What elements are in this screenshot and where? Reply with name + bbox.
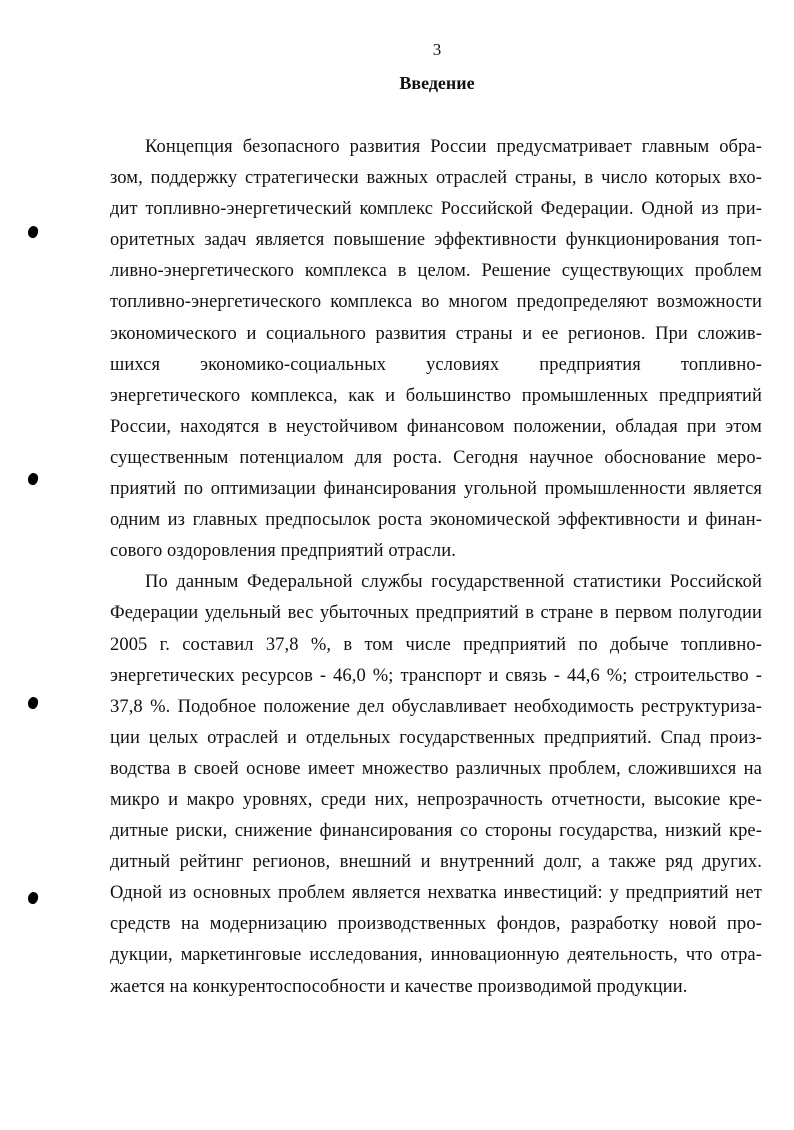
text-line: дитные риски, снижение финансирования со стороны государства, низкий кре- <box>110 821 762 842</box>
text-line: ливно-энергетического комплекса в целом. Решение существующих проблем <box>110 261 762 282</box>
text-line: ции целых отраслей и отдельных государственных предприятий. Спад произ- <box>110 727 762 748</box>
binding-hole-mark <box>26 696 40 711</box>
text-line: жается на конкурентоспособности и качестве производимой продукции. <box>110 976 688 997</box>
binding-hole-mark <box>26 891 40 906</box>
paragraph <box>110 567 762 1002</box>
text-line: Одной из основных проблем является нехватка инвестиций: у предприятий нет <box>110 883 762 904</box>
text-line: дукции, маркетинговые исследования, инновационную деятельность, что отра- <box>110 945 762 966</box>
section-title: Введение <box>399 73 475 93</box>
text-line: 2005 г. составил 37,8 %, в том числе предприятий по добыче топливно- <box>110 634 762 655</box>
text-line: дит топливно-энергетический комплекс Российской Федерации. Одной из при- <box>110 199 762 220</box>
binding-hole-mark <box>26 225 40 240</box>
text-line: шихся экономико-социальных условиях предприятия топливно- <box>110 354 762 375</box>
paragraph <box>110 132 762 567</box>
text-line: По данным Федеральной службы государственной статистики Российской <box>145 572 762 593</box>
text-line: сового оздоровления предприятий отрасли. <box>110 541 456 562</box>
text-line: России, находятся в неустойчивом финансовом положении, обладая при этом <box>110 416 762 437</box>
text-line: существенным потенциалом для роста. Сегодня научное обоснование меро- <box>110 447 762 468</box>
text-line: водства в своей основе имеет множество различных проблем, сложившихся на <box>110 758 762 779</box>
text-line: средств на модернизацию производственных фондов, разработку новой про- <box>110 914 762 935</box>
text-line: 37,8 %. Подобное положение дел обуславливает необходимость реструктуриза- <box>110 696 762 717</box>
text-line: дитный рейтинг регионов, внешний и внутренний долг, а также ряд других. <box>110 852 762 873</box>
text-line: зом, поддержку стратегически важных отраслей страны, в число которых вхо- <box>110 168 762 189</box>
binding-hole-mark <box>26 472 40 487</box>
text-line: энергетического комплекса, как и большинство промышленных предприятий <box>110 385 762 406</box>
text-line: Концепция безопасного развития России предусматривает главным обра- <box>145 137 762 157</box>
text-line: Федерации удельный вес убыточных предприятий в стране в первом полугодии <box>110 603 762 624</box>
text-line: экономического и социального развития страны и ее регионов. При сложив- <box>110 323 762 344</box>
text-line: энергетических ресурсов - 46,0 %; транспорт и связь - 44,6 %; строительство - <box>110 665 762 686</box>
text-line: приятий по оптимизации финансирования угольной промышленности является <box>110 479 762 500</box>
text-line: оритетных задач является повышение эффективности функционирования топ- <box>110 230 762 251</box>
text-line: микро и макро уровнях, среди них, непрозрачность отчетности, высокие кре- <box>110 789 762 810</box>
page-number: 3 <box>432 40 442 59</box>
text-line: топливно-энергетического комплекса во многом предопределяют возможности <box>110 292 762 313</box>
text-line: одним из главных предпосылок роста экономической эффективности и финан- <box>110 510 762 531</box>
body-text <box>110 132 762 1003</box>
